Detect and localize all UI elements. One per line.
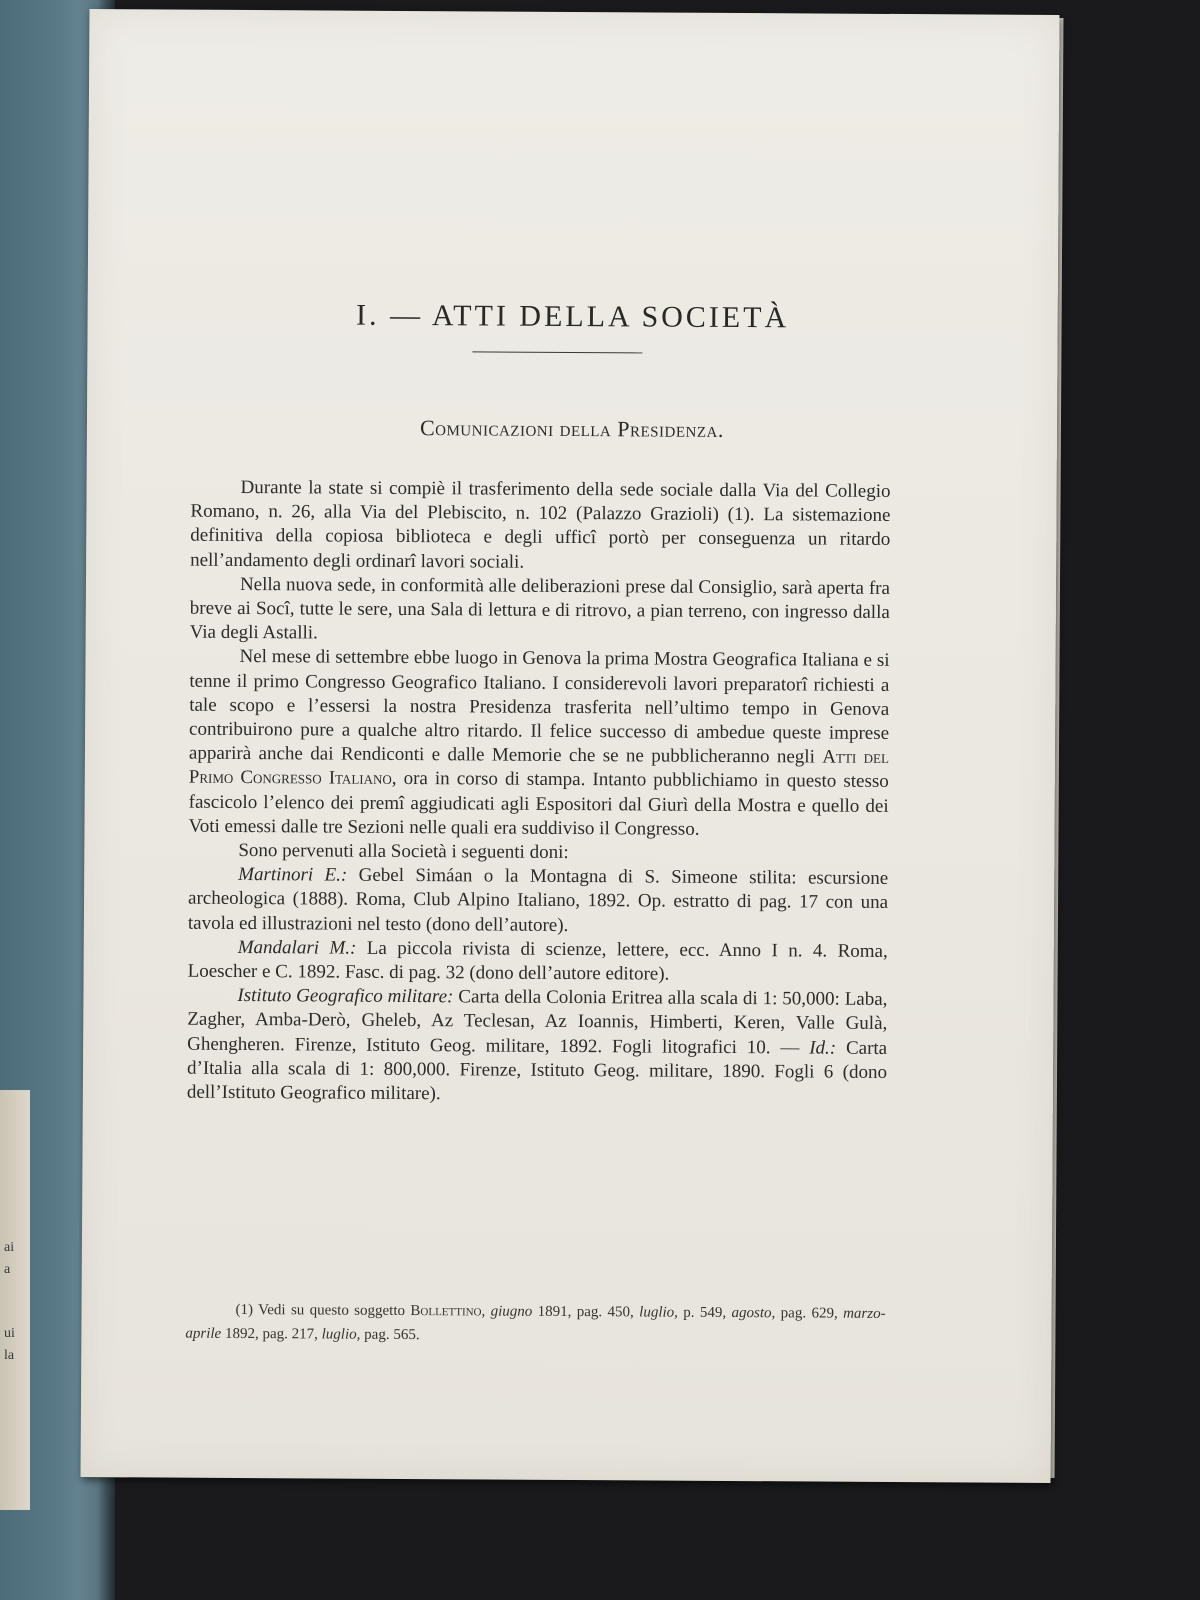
footnote-month: agosto, bbox=[731, 1304, 776, 1322]
underlying-page-fragment: ui bbox=[4, 1326, 15, 1341]
gift-author: Mandalari M.: bbox=[237, 936, 357, 959]
printed-page bbox=[81, 9, 1060, 1483]
footnote-text: pag. 629, bbox=[775, 1305, 838, 1322]
underlying-page-fragment: a bbox=[4, 1262, 11, 1277]
underlying-page-fragment: ai bbox=[4, 1240, 15, 1255]
footnote-month: luglio, bbox=[639, 1304, 679, 1321]
gift-description-end: Carta d’Italia alla scala di 1: 800,000. Firenze, Istituto Geog. militare, 1890. Fogli 6 (dono dell’Istituto Geografico militare). bbox=[186, 1037, 888, 1105]
paragraph-gifts-intro: Sono pervenuti alla Società i seguenti doni: bbox=[238, 840, 569, 864]
bollettino-title: Bollettino bbox=[410, 1303, 482, 1320]
title-divider bbox=[472, 351, 642, 353]
footnote-month: giugno bbox=[490, 1303, 533, 1320]
paragraph-congress-text: Nel mese di settembre ebbe luogo in Genova la prima Mostra Geografica Italiana e si tenne il primo Congresso Geografico Italiano. I considerevoli lavori preparatorî richiesti a tale scopo e l’essersi la nostra Presidenza trasferita nell’ultimo tempo in Genova contribuirono pure a qualche altro ritardo. Il felice successo di ambedue queste imprese apparirà anche dai Rendiconti e dalle Memorie che se ne pubblicheranno negli bbox=[188, 646, 890, 768]
gift-description: La piccola rivista di scienze, lettere, ecc. Anno I n. 4. Roma, Loescher e C. 1892. Fasc. di pag. 32 (dono dell’autore editore). bbox=[187, 937, 888, 985]
footnote-text: (1) Vedi su questo soggetto bbox=[235, 1301, 406, 1320]
gift-author: Istituto Geografico militare: bbox=[237, 985, 454, 1008]
gift-description: Carta della Colonia Eritrea alla scala di 1: 50,000: Laba, Zagher, Amba-Derò, Gheleb, Az Teclesan, Az Ioannis, Himberti, Keren, Valle Gulà, Ghengheren. Firenze, Istituto Geog. militare, 1892. Fogli litografici 10. — bbox=[187, 986, 888, 1059]
paragraph-congress-text-end: , ora in corso di stampa. Intanto pubblichiamo in questo stesso fascicolo l’elenco dei premî aggiudicati agli Espositori dal Giurì della Mostra e quello dei Voti emessi dalle tre Sezioni nelle quali era suddiviso il Congresso. bbox=[188, 768, 889, 840]
gift-entry bbox=[188, 936, 888, 989]
underlying-page-fragment: la bbox=[4, 1348, 15, 1363]
footnote-text: p. 549, bbox=[677, 1304, 727, 1321]
underlying-page-edge bbox=[0, 1090, 30, 1510]
section-title: I. — ATTI DELLA SOCIETÀ bbox=[355, 298, 790, 335]
footnote-month: marzo-aprile bbox=[185, 1305, 886, 1342]
footnote: (1) Vedi su questo soggetto Bollettino, giugno 1891, pag. 450, luglio, p. 549, agosto, pag. 629, marzo-aprile 1892, pag. 217, luglio, pag. 565. bbox=[185, 1301, 886, 1344]
footnote-text: 1892, pag. 217, bbox=[221, 1325, 318, 1343]
gift-entry bbox=[188, 863, 888, 940]
gift-entry bbox=[187, 984, 888, 1109]
paragraph-reading-room: Nella nuova sede, in conformità alle deliberazioni prese dal Consiglio, sarà aperta fra breve ai Socî, tutte le sere, una Sala di lettura e di ritrovo, a pian terreno, con ingresso dalla Via degli Astalli. bbox=[189, 573, 891, 644]
subsection-title: Comunicazioni della Presidenza. bbox=[419, 415, 724, 442]
gift-id-marker: Id.: bbox=[809, 1037, 837, 1059]
footnote-text: pag. 565. bbox=[360, 1326, 420, 1344]
footnote-month: luglio, bbox=[321, 1326, 361, 1343]
footnote-text: 1891, pag. 450, bbox=[532, 1303, 634, 1321]
congress-acts-title: Atti del Primo Congresso Italiano bbox=[188, 746, 890, 790]
gift-author: Martinori E.: bbox=[238, 864, 348, 886]
paragraph-relocation: Durante la state si compiè il trasferimento della sede sociale dalla Via del Collegio Romano, n. 26, alla Via del Plebiscito, n. 102 (Palazzo Grazioli) (1). La sistemazione definitiva della copiosa biblioteca e degli ufficî portò per conseguenza un ritardo nell’andamento degli ordinarî lavori sociali. bbox=[190, 476, 891, 573]
body-text bbox=[187, 476, 891, 1110]
gift-description: Gebel Simáan o la Montagna di S. Simeone stilita: escursione archeologica (1888). Roma, Club Alpino Italiano, 1892. Op. estratto di pag. 17 con una tavola ed illustrazioni nel testo (dono dell’autore). bbox=[187, 864, 889, 936]
paragraph-congress bbox=[188, 645, 889, 843]
